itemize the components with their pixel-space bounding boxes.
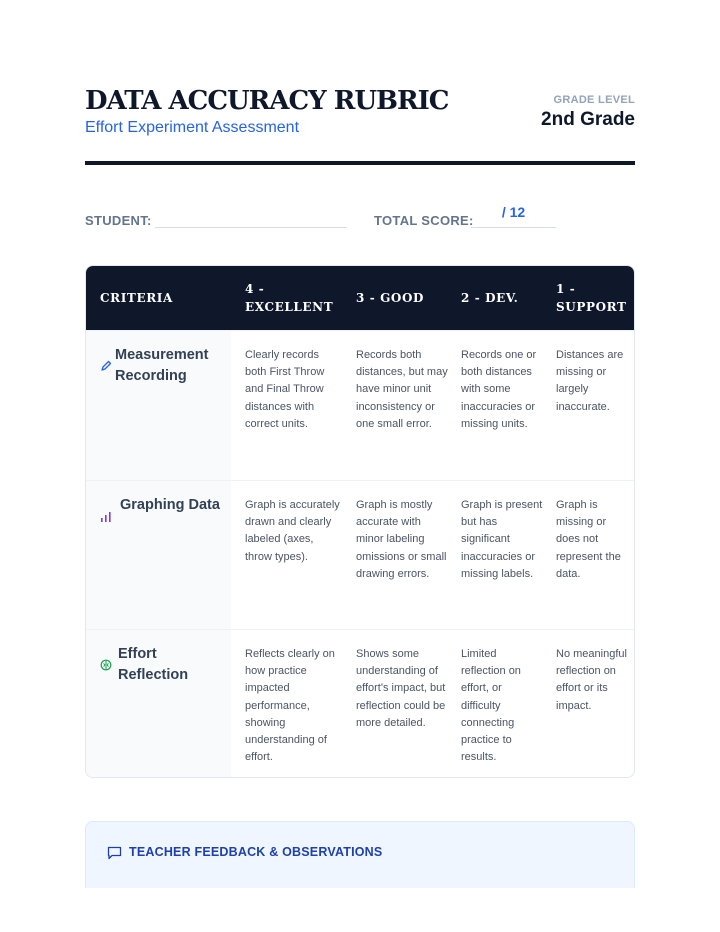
table-row	[86, 330, 635, 480]
rubric-cell: Graph is accurately drawn and clearly labeled (axes, throw types).	[245, 499, 340, 563]
header-divider	[85, 161, 635, 165]
rubric-cell: Distances are missing or largely inaccurate.	[556, 349, 624, 413]
criteria-name: Graphing Data	[120, 497, 220, 513]
table-row	[86, 629, 635, 778]
header-excellent: 4 - EXCELLENT	[245, 282, 334, 314]
page-bottom-fade	[0, 888, 720, 932]
total-score-value: / 12	[501, 204, 526, 220]
grade-level-label: GRADE LEVEL	[553, 94, 635, 106]
student-row	[85, 200, 635, 232]
header-criteria: CRITERIA	[100, 291, 173, 305]
feedback-title: TEACHER FEEDBACK & OBSERVATIONS	[129, 845, 383, 859]
rubric-cell: Reflects clearly on how practice impacted performance, showing understanding of effort.	[245, 648, 335, 764]
total-score-field[interactable]	[471, 227, 556, 228]
rubric-cell: Graph is mostly accurate with minor labeling omissions or small drawing errors.	[356, 499, 447, 580]
rubric-cell: No meaningful reflection on effort or its impact.	[556, 648, 627, 712]
grade-level-value: 2nd Grade	[541, 109, 635, 130]
rubric-cell: Limited reflection on effort, or difficulty connecting practice to results.	[461, 648, 521, 764]
criteria-name: Measurement Recording	[115, 347, 209, 384]
criteria-name: Effort Reflection	[118, 646, 189, 683]
header-support: 1 - SUPPORT	[556, 282, 627, 314]
rubric-cell: Shows some understanding of effort's impact, but reflection could be more detailed.	[356, 648, 446, 729]
rubric-cell: Graph is present but has significant inaccuracies or missing labels.	[461, 499, 543, 580]
rubric-table	[85, 265, 635, 778]
message-icon	[107, 846, 122, 860]
rubric-cell: Graph is missing or does not represent the data.	[556, 499, 621, 580]
rubric-cell: Records both distances, but may have minor unit inconsistency or one small error.	[356, 349, 448, 430]
page-title: DATA ACCURACY RUBRIC	[85, 86, 449, 116]
table-row	[86, 480, 635, 629]
brain-icon	[100, 659, 112, 671]
rubric-cell: Records one or both distances with some inaccuracies or missing units.	[461, 349, 537, 430]
total-score-label: TOTAL SCORE:	[374, 213, 474, 228]
criteria-cell	[86, 331, 231, 480]
page-subtitle: Effort Experiment Assessment	[85, 119, 300, 136]
bar-chart-icon	[100, 511, 112, 523]
header-developing: 2 - DEV.	[461, 291, 519, 305]
header	[85, 86, 635, 146]
criteria-cell	[86, 481, 231, 629]
table-header	[86, 266, 635, 330]
header-good: 3 - GOOD	[356, 291, 425, 305]
student-name-field[interactable]	[155, 227, 347, 228]
pencil-icon	[100, 360, 112, 372]
rubric-cell: Clearly records both First Throw and Final Throw distances with correct units.	[245, 349, 325, 430]
criteria-cell	[86, 630, 231, 778]
student-label: STUDENT:	[85, 213, 152, 228]
